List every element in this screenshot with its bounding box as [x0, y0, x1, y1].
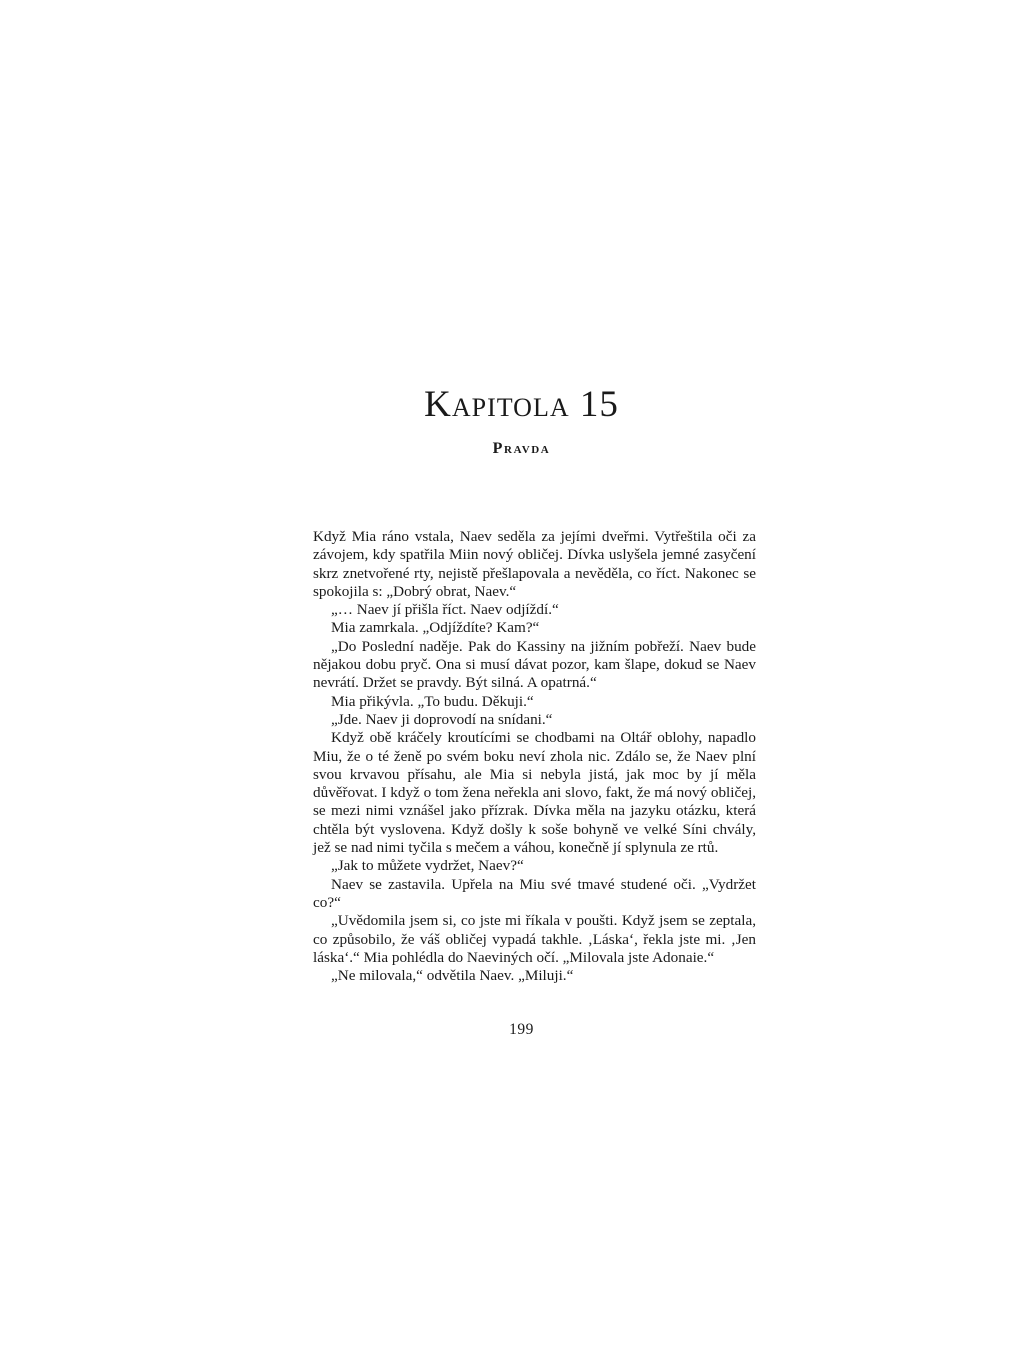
paragraph: Když Mia ráno vstala, Naev seděla za jejími dveřmi. Vytřeštila oči za závojem, kdy spatřila Miin nový obličej. Dívka uslyšela jemné zasyčení skrz znetvořené rty, nejistě přešlapovala a nevěděla, co říct. Nakonec se spokojila s: „Dobrý obrat, Naev.“: [313, 528, 756, 600]
chapter-title: Kapitola 15: [424, 384, 619, 425]
page-number: 199: [509, 1021, 534, 1038]
paragraph: Mia zamrkala. „Odjíždíte? Kam?“: [331, 619, 540, 637]
paragraph: „Do Poslední naděje. Pak do Kassiny na jižním pobřeží. Naev bude nějakou dobu pryč. Ona si musí dávat pozor, kam šlape, dokud se Naev nevrátí. Držet se pravdy. Být silná. A opatrná.“: [313, 637, 756, 692]
paragraph: „Jak to můžete vydržet, Naev?“: [331, 857, 524, 875]
paragraph: „Jde. Naev ji doprovodí na snídani.“: [331, 710, 553, 728]
paragraph: Naev se zastavila. Upřela na Miu své tmavé studené oči. „Vydržet co?“: [313, 875, 756, 911]
paragraph: „Ne milovala,“ odvětila Naev. „Miluji.“: [331, 967, 574, 985]
paragraph: Když obě kráčely kroutícími se chodbami na Oltář oblohy, napadlo Miu, že o té ženě po svém boku neví zhola nic. Zdálo se, že Naev plní svou krvavou přísahu, ale Mia si nebyla jistá, jak moc by jí měla důvěřovat. I když o tom žena neřekla ani slovo, fakt, že má nový obličej, se mezi nimi vznášel jako přízrak. Dívka měla na jazyku otázku, která chtěla být vyslovena. Když došly k soše bohyně ve velké Síni chvály, jež se nad nimi tyčila s mečem a váhou, konečně jí splynula ze rtů.: [313, 729, 756, 857]
paragraph: Mia přikývla. „To budu. Děkuji.“: [331, 692, 534, 710]
paragraph: „… Naev jí přišla říct. Naev odjíždí.“: [331, 601, 559, 619]
chapter-body: [313, 528, 756, 985]
chapter-subtitle: Pravda: [492, 440, 551, 457]
paragraph: „Uvědomila jsem si, co jste mi říkala v poušti. Když jsem se zeptala, co způsobilo, že váš obličej vypadá takhle. ‚Láska‘, řekla jste mi. ‚Jen láska‘.“ Mia pohlédla do Naeviných očí. „Milovala jste Adonaie.“: [313, 912, 756, 966]
